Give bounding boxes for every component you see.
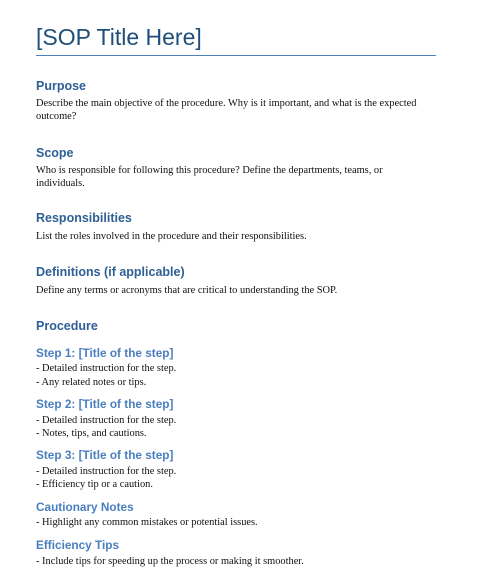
step-2-heading: Step 2: [Title of the step] bbox=[36, 397, 174, 411]
step-1-line-1: - Detailed instruction for the step. bbox=[36, 363, 177, 374]
efficiency-tips-heading: Efficiency Tips bbox=[36, 538, 120, 552]
step-3-line-2: - Efficiency tip or a caution. bbox=[36, 479, 153, 490]
cautionary-notes-heading: Cautionary Notes bbox=[36, 500, 134, 514]
step-3-heading: Step 3: [Title of the step] bbox=[36, 448, 174, 462]
definitions-text: Define any terms or acronyms that are critical to understanding the SOP. bbox=[36, 285, 338, 296]
purpose-text-line-1: Describe the main objective of the procedure. Why is it important, and what is the expected bbox=[36, 98, 417, 109]
step-1-heading: Step 1: [Title of the step] bbox=[36, 346, 174, 360]
purpose-heading: Purpose bbox=[36, 79, 87, 93]
step-2-line-2: - Notes, tips, and cautions. bbox=[36, 428, 147, 439]
responsibilities-heading: Responsibilities bbox=[36, 211, 132, 225]
scope-text-line-2: individuals. bbox=[36, 178, 85, 189]
efficiency-tips-text: - Include tips for speeding up the process or making it smoother. bbox=[36, 556, 304, 567]
procedure-heading: Procedure bbox=[36, 319, 98, 333]
step-1-line-2: - Any related notes or tips. bbox=[36, 377, 147, 388]
purpose-text-line-2: outcome? bbox=[36, 111, 77, 122]
step-3-line-1: - Detailed instruction for the step. bbox=[36, 466, 177, 477]
responsibilities-text: List the roles involved in the procedure and their responsibilities. bbox=[36, 231, 307, 242]
scope-text-line-1: Who is responsible for following this procedure? Define the departments, teams, or bbox=[36, 165, 383, 176]
step-2-line-1: - Detailed instruction for the step. bbox=[36, 415, 177, 426]
definitions-heading: Definitions (if applicable) bbox=[36, 265, 185, 279]
cautionary-notes-text: - Highlight any common mistakes or potential issues. bbox=[36, 517, 258, 528]
document-title: [SOP Title Here] bbox=[36, 24, 202, 50]
scope-heading: Scope bbox=[36, 146, 74, 160]
title-divider bbox=[36, 55, 436, 56]
